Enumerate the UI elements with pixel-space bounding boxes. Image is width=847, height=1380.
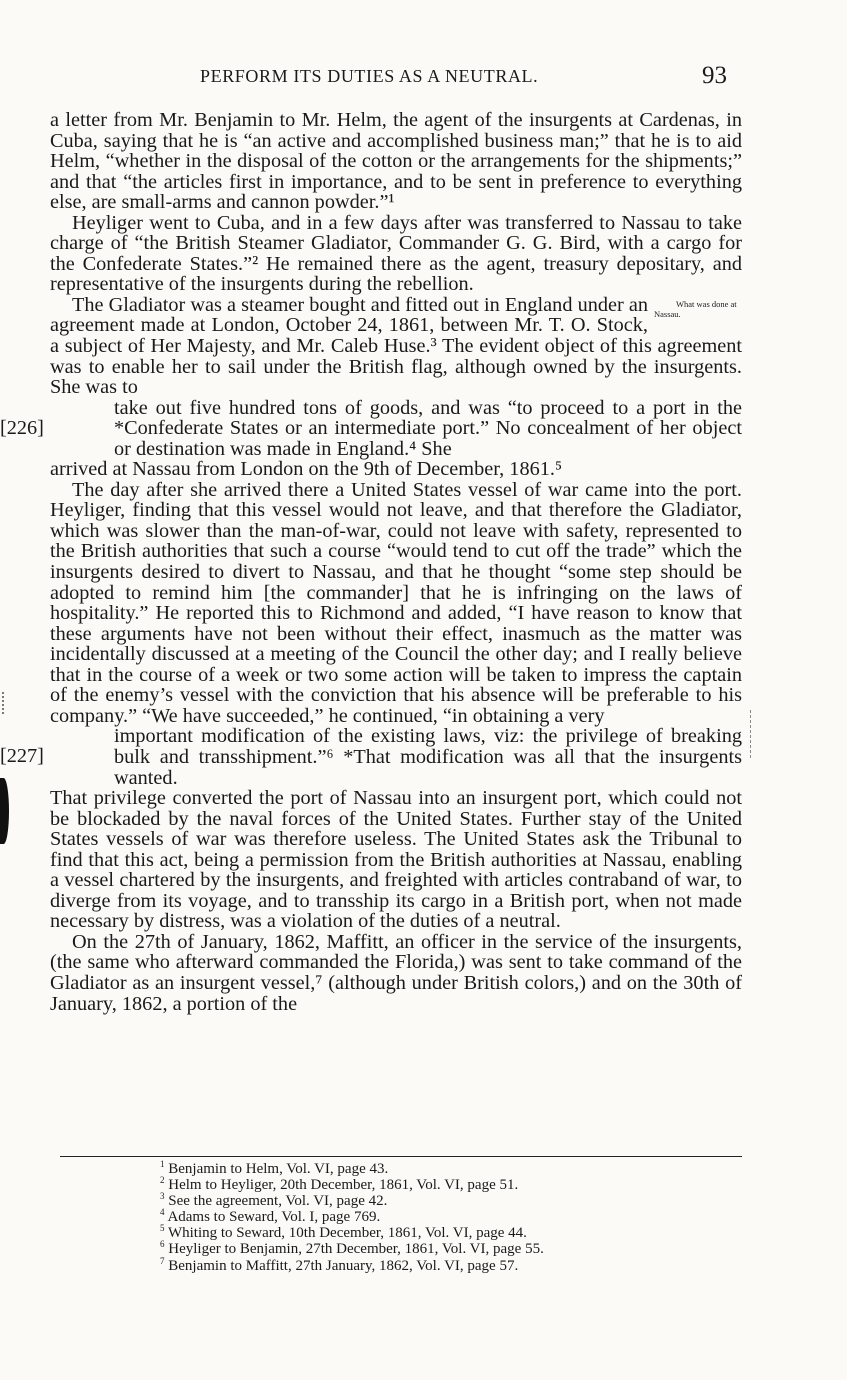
scan-speck <box>2 692 14 714</box>
paragraph-text: take out five hundred tons of goods, and was “to proceed to a port in the *Confederate States or an intermediate port.” No concealment of her object or destination was made in England.⁴ She <box>114 396 742 460</box>
footnote-text: See the agreement, Vol. VI, page 42. <box>168 1193 388 1210</box>
margin-note: What was done at Nassau. <box>654 298 737 319</box>
running-head <box>0 62 847 92</box>
footnote-text: Helm to Heyliger, 20th December, 1861, Vol. VI, page 51. <box>168 1177 519 1194</box>
paragraph: That privilege converted the port of Nassau into an insurgent port, which could not be blockaded by the naval forces of the United States. Further stay of the United States vessels of war was therefore useless. The United States ask the Tribunal to find that this act, being a permission from the British authorities at Nassau, enabling a vessel chartered by the insurgents, and freighted with articles contraband of war, to diverge from its voyage, and to transship its cargo in a British port, when not made necessary by distress, was a violation of the duties of a neutral. <box>50 787 742 933</box>
footnote-number: 3 <box>160 1191 165 1202</box>
folio-mark: [227] <box>0 745 44 768</box>
footnote-text: Benjamin to Helm, Vol. VI, page 43. <box>168 1161 389 1177</box>
paragraph: Heyliger went to Cuba, and in a few days after was transferred to Nassau to take charge of “the British Steamer Gladiator, Commander G. G. Bird, with a cargo for the Confederate States.”² He remained there as the agent, treasury depositary, and representative of the insurgents during the rebellion. <box>50 211 742 296</box>
footnote-text: Heyliger to Benjamin, 27th December, 1861, Vol. VI, page 55. <box>168 1241 544 1258</box>
page-number: 93 <box>702 62 727 89</box>
paragraph: a letter from Mr. Benjamin to Mr. Helm, the agent of the insurgents at Cardenas, in Cuba, saying that he is “an active and accomplished business man;” that he is to aid Helm, “whether in the disposal of the cotton or the arrangements for the shipments;” and that “the articles first in importance, and to be sent in preference to everything else, are small-arms and cannon powder.”¹ <box>50 109 742 214</box>
scan-margin-mark <box>750 710 752 758</box>
paragraph-with-margin-note <box>50 295 742 398</box>
footnote <box>160 1161 720 1177</box>
footnote <box>160 1255 720 1274</box>
footnote-text: Whiting to Seward, 10th December, 1861, Vol. VI, page 44. <box>167 1225 527 1242</box>
paragraph-text: important modification of the existing laws, viz: the privilege of breaking bulk and transshipment.”⁶ *That modification was all that the insurgents wanted. <box>114 725 742 789</box>
footnote <box>160 1241 720 1257</box>
footnote <box>160 1225 720 1241</box>
footnote-number: 1 <box>160 1159 165 1169</box>
footnote-number: 7 <box>160 1255 165 1266</box>
paragraph: On the 27th of January, 1862, Maffitt, an officer in the service of the insurgents, (the same who afterward commanded the Florida,) was sent to take command of the Gladiator as an insurgent vessel,⁷ (although under British colors,) and on the 30th of January, 1862, a portion of the <box>50 930 742 1015</box>
paragraph <box>0 725 742 789</box>
paragraph <box>0 396 742 460</box>
footnote-number: 6 <box>160 1239 165 1250</box>
footnote-number: 5 <box>160 1223 165 1234</box>
ink-blot <box>0 778 9 844</box>
footnote <box>160 1177 720 1193</box>
paragraph: The day after she arrived there a United States vessel of war came into the port. Heyliger, finding that this vessel would not leave, and that therefore the Gladiator, which was slower than the man-of-war, could not leave with safety, represented to the British authorities that such a course “would tend to cut off the trade” which the insurgents desired to divert to Nassau, and that he thought “some step should be adopted to remind him [the commander] that he is infringing on the laws of hospitality.” He reported this to Richmond and added, “I have reason to know that these arguments have not been without their effect, inasmuch as the matter was incidentally discussed at a meeting of the Council the other day; and I really believe that in the course of a week or two some action will be taken to impress the captain of the enemy’s vessel with the conviction that his absence will be preferable to his company.” “We have succeeded,” he continued, “in obtaining a very <box>50 478 742 727</box>
footnote-rule <box>60 1156 742 1157</box>
footnote-number: 4 <box>160 1207 165 1218</box>
footnote-number: 2 <box>160 1175 165 1186</box>
running-head-title: PERFORM ITS DUTIES AS A NEUTRAL. <box>200 66 539 86</box>
footnotes <box>160 1161 720 1274</box>
footnote-text: Adams to Seward, Vol. I, page 769. <box>167 1209 381 1226</box>
paragraph-text: The Gladiator was a steamer bought and fitted out in England under an agreement made at London, October 24, 1861, between Mr. T. O. Stock, a subject of Her Majesty, and Mr. Caleb Huse.³ The evident object of this agreement was to enable her to sail under the British flag, although owned by the insurgents. She was to <box>50 293 742 399</box>
footnote-text: Benjamin to Maffitt, 27th January, 1862, Vol. VI, page 57. <box>168 1257 519 1274</box>
footnote <box>160 1193 720 1209</box>
paragraph: arrived at Nassau from London on the 9th of December, 1861.⁵ <box>50 458 563 481</box>
folio-mark: [226] <box>0 416 44 439</box>
footnote <box>160 1209 720 1225</box>
body-text <box>0 109 742 1015</box>
